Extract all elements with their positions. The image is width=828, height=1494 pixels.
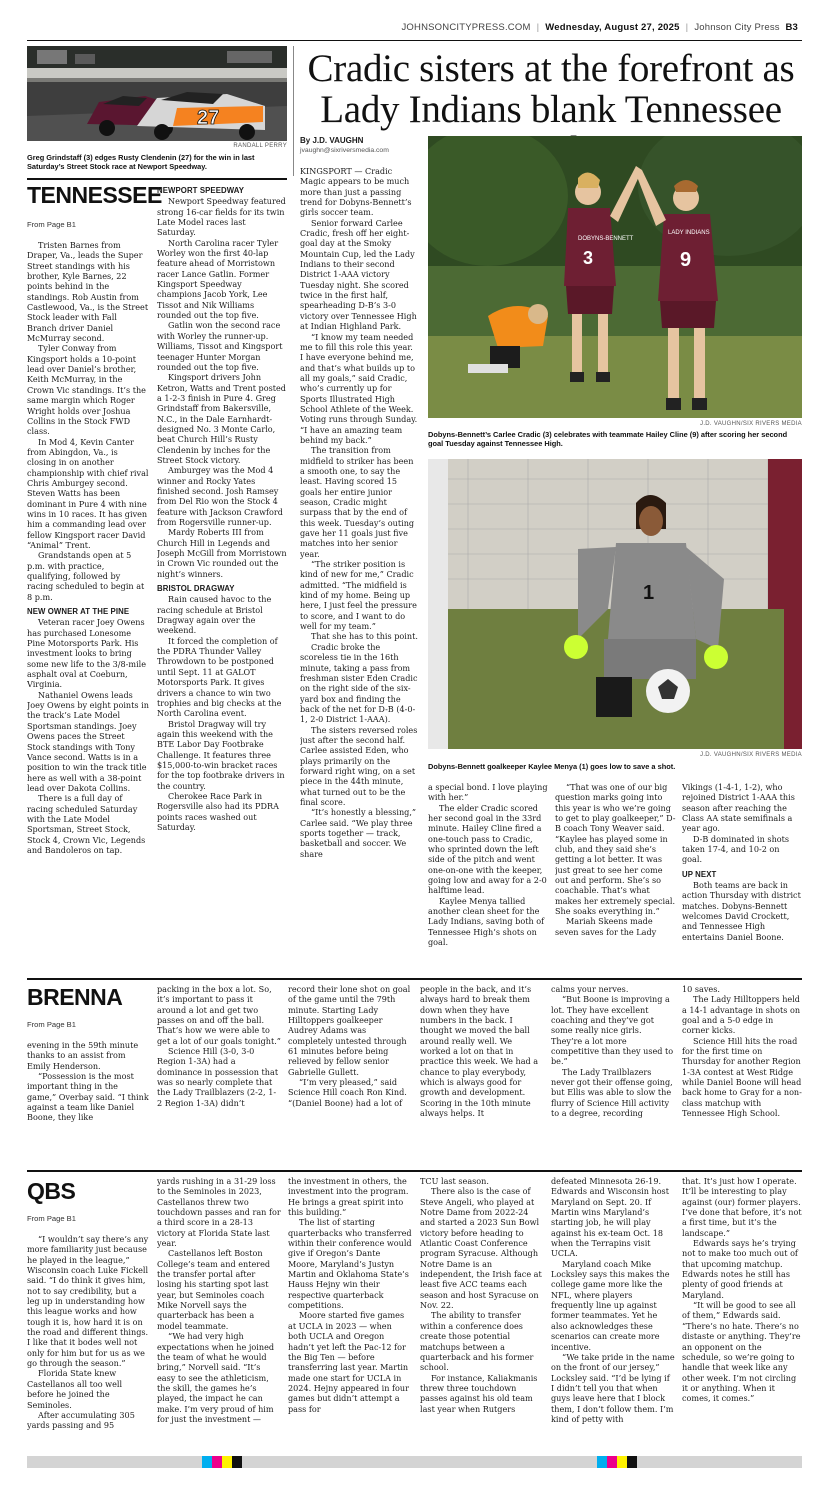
qbs-from-page: From Page B1: [27, 1214, 76, 1223]
qbs-column-5: [551, 1176, 675, 1452]
brenna-column-1: [27, 1040, 149, 1166]
qb-c1-p3: After accumulating 305 yards passing and 95: [27, 1409, 135, 1431]
qb-c5-p1: defeated Minnesota 26-19. Edwards and Wisconsin host Maryland on Sept. 20. If Martin wins Maryland’s starting job, he will play against his ex-team Oct. 18 when the Terrapins visit UCLA.: [551, 1176, 669, 1259]
tn-c1-p5: Veteran racer Joey Owens has purchased Lonesome Pine Motorsports Park. His investment looks to bring some new life to the 3/8-mile asphalt oval at Coeburn, Virginia.: [27, 617, 147, 690]
race-photo-caption: Greg Grindstaff (3) edges Rusty Clendenin (27) for the win in last Saturday’s Street Stock race at Newport Speedway.: [27, 153, 255, 172]
soccer-c1-p1: KINGSPORT — Cradic Magic appears to be much more than just a passing trend for Dobyns-Bennett’s girls soccer team.: [300, 166, 412, 218]
folio-paper: Johnson City Press: [694, 22, 780, 33]
qb-c4-p2: There also is the case of Steve Angeli, who played at Notre Dame from 2022-24 and started a 2023 Sun Bowl victory before heading to Atlantic Coast Conference program Syracuse. Although Notre Dame is an independent, the Irish face at least five ACC teams each season and host Syracuse on Nov. 22.: [420, 1186, 542, 1311]
qbs-column-3: [288, 1176, 412, 1452]
color-swatch-magenta-2: [607, 1456, 617, 1468]
tn-c1-p3: In Mod 4, Kevin Canter from Abingdon, Va., is closing in on another championship with chief rival Chris Amburgey second. Steven Watts has been dominant in Pure 4 with nine wins in 10 races. It has given him a commanding lead over fellow Kingsport racer David “Animal” Trent.: [27, 436, 149, 550]
qbs-column-2: [157, 1176, 281, 1452]
brenna-from-page: From Page B1: [27, 1020, 76, 1029]
soccer-column-1: [300, 166, 418, 966]
qb-c2-p3: “We had very high expectations when he joined the team of what he would bring,” Norvell said. “It’s easy to see the athleticism, the skill, the games he’s played, the impact he can make. I’m very proud of him for just the investment —: [157, 1331, 275, 1424]
qb-c6-p1: that. It’s just how I operate. It’ll be interesting to play against (our) former players. I’ve done that before, it’s not a first time, but it’s the landscape.”: [682, 1176, 802, 1238]
qb-c5-p3: “We take pride in the name on the front of our jersey,” Locksley said. “I’d be lying if I didn’t tell you that when guys leave here that I block them, I don’t follow them. I’m kind of petty with: [551, 1351, 675, 1424]
br-c6-p2: The Lady Hilltoppers held a 14-1 advantage in shots on goal and a 5-0 edge in corner kicks.: [682, 994, 801, 1036]
color-swatch-cyan-2: [597, 1456, 607, 1468]
newport-subhead: NEWPORT SPEEDWAY: [157, 186, 245, 195]
headline-line-2: Lady Indians blank Tennessee: [320, 88, 782, 131]
brenna-column-3: [288, 984, 412, 1166]
qb-c1-p1: “I wouldn’t say there’s any more familiarity just because he played in the league,” Wisconsin coach Luke Fickell said. “I do think it gives him, not to say credibility, but a leg up in understanding how this league works and how tough it is, how hard it is on the road and different things. I like that it bodes well not only for him but for us as we go through the season.”: [27, 1234, 149, 1369]
jersey-b-number: 9: [680, 249, 692, 271]
br-c5-p3: The Lady Trailblazers never got their offense going, but Ellis was able to slow the flurry of Science Hill activity to a degree, recording: [551, 1066, 673, 1119]
soccer-c1-p7: Cradic broke the scoreless tie in the 16th minute, taking a pass from freshman sister Eden Cradic on the right side of the six-yard box and finding the back of the net for D-B (4-0-1, 2-0 District 1-AAA).: [300, 641, 418, 725]
top-rule: [27, 40, 802, 41]
soccer-photo-goalkeeper: [428, 459, 802, 749]
soccer-c2-p2: The elder Cradic scored her second goal in the 33rd minute. Hailey Cline fired a one-touch pass to Cradic, who sprinted down the left side of the pitch and went one-on-one with the keeper, going low and away for a 2-0 halftime lead.: [428, 802, 547, 896]
byline-name: By J.D. VAUGHN: [300, 136, 364, 145]
br-c6-p1: 10 saves.: [682, 984, 720, 994]
br-c2-p2: Science Hill (3-0, 3-0 Region 1-3A) had a dominance in possession that was so nearly complete that the Lady Trailblazers (2-2, 1-2 Region 1-3A) didn’t: [157, 1046, 279, 1108]
tn-c2-p9: Bristol Dragway will try again this weekend with the BTE Labor Day Footbrake Challenge. It features three $15,000-to-win bracket races for the top footbrake drivers in the country.: [157, 718, 285, 791]
photo2-credit: J.D. VAUGHN/SIX RIVERS MEDIA: [700, 752, 802, 758]
br-c1-p2: “Possession is the most important thing in the game,” Overbay said. “I think against a team like Daniel Boone, they like: [27, 1071, 149, 1123]
qb-c6-p2: Edwards says he’s trying not to make too much out of that upcoming matchup. Edwards notes he still has plenty of good friends at Maryland.: [682, 1238, 798, 1300]
soccer-c1-p2: Senior forward Carlee Cradic, fresh off her eight-goal day at the Smoky Mountain Cup, led the Lady Indians to their second District 1-AAA victory Tuesday night. She scored twice in the first half, spearheading D-B’s 3-0 victory over Tennessee High at Indian Highland Park.: [300, 217, 417, 332]
qb-c1-p2: Florida State knew Castellanos all too well before he joined the Seminoles.: [27, 1368, 123, 1410]
tn-c2-p1: Newport Speedway featured strong 16-car fields for its twin Late Model races last Saturday.: [157, 196, 286, 238]
brenna-column-6: [682, 984, 802, 1166]
tn-c2-p7: Rain caused havoc to the racing schedule at Bristol Dragway again over the weekend.: [157, 594, 272, 636]
br-c2-p1: packing in the box a lot. So, it’s important to pass it around a lot and get two passes on and off the ball. That’s how we were able to get a lot of our goals tonight.”: [157, 984, 281, 1046]
qb-c6-p3: “It will be good to see all of them,” Edwards said. “There’s no hate. There’s no distaste or anything. They’re an opponent on the schedule, so we’re going to handle that week like any other week. I’m not circling it or anything. When it comes, it comes.”: [682, 1300, 801, 1404]
qbs-rule: [27, 1170, 802, 1172]
soccer-c4-p3: Both teams are back in action Thursday with district matches. Dobyns-Bennett welcomes David Crockett, and Tennessee High entertains Daniel Boone.: [682, 880, 801, 942]
br-c5-p1: calms your nerves.: [551, 984, 629, 994]
tn-c2-p2: North Carolina racer Tyler Worley won the first 40-lap feature ahead of Morristown racer Lance Gatlin. Former Kingsport Speedway champions Jacob York, Lee Tissot and Nik Williams rounded out the top five.: [157, 237, 279, 321]
qb-c2-p1: yards rushing in a 31-29 loss to the Seminoles in 2023, Castellanos threw two touchdown passes and ran for a third score in a 28-13 victory at Florida State last year.: [157, 1176, 281, 1249]
qb-c4-p3: The ability to transfer within a conference does create those potential matchups between a quarterback and his former school.: [420, 1310, 534, 1373]
tennessee-column-1: [27, 240, 149, 968]
color-swatch-black-2: [627, 1456, 637, 1468]
tennessee-column-2: [157, 186, 287, 968]
brenna-column-4: [420, 984, 544, 1166]
soccer-c4-p1: Vikings (1-4-1, 1-2), who rejoined District 1-AAA this season after reaching the Class AA state semifinals a year ago.: [682, 782, 795, 834]
qb-c3-p1: the investment in others, the investment into the program. He brings a great spirit into this building.”: [288, 1176, 409, 1218]
car-number: 27: [197, 107, 220, 129]
color-swatch-black: [232, 1456, 242, 1468]
soccer-c2-p1: a special bond. I love playing with her.”: [428, 782, 548, 803]
soccer-column-3: [555, 782, 677, 968]
jersey-b-shirt-text: LADY INDIANS: [668, 230, 710, 236]
soccer-c1-p8: The sisters reversed roles just after the second half. Carlee assisted Eden, who plays primarily on the forward right wing, on a set piece in the 44th minute, what turned out to be the final score.: [300, 724, 418, 807]
soccer-c3-p1: “That was one of our big question marks going into this year is who we’re going to get to play goalkeeper,” D-B coach Tony Weaver said. “Kaylee has played some in club, and they said she’s getting a lot better. It was just great to see her come out and perform. She’s so coachable. That’s what makes her extremely special. She soaks everything in.”: [555, 782, 676, 917]
brenna-column-5: [551, 984, 675, 1166]
goalkeeper-jersey-number: 1: [643, 582, 655, 604]
soccer-column-4: [682, 782, 802, 968]
tn-c2-p8: It forced the completion of the PDRA Thunder Valley Throwdown to be postponed until Sept. 11 at GALOT Motorsports Park. It gives drivers a chance to win two trophies and big checks at the North Carolina event.: [157, 635, 282, 719]
column-divider: [293, 46, 294, 176]
soccer-c1-p9: “It’s honestly a blessing,” Carlee said. “We play three sports together — track, basketball and soccer. We share: [300, 807, 417, 859]
tennessee-kicker: TENNESSEE: [27, 182, 162, 208]
tn-c1-p6: Nathaniel Owens leads Joey Owens by eight points in the track’s Late Model Sportsman standings. Joey Owens paces the Street Stock standings with Tony Vance second. Watts is in a position to win the track title here as well with a 38-point lead over Dakota Collins.: [27, 689, 149, 793]
tn-c1-p2: Tyler Conway from Kingsport holds a 10-point lead over Daniel’s brother, Keith McMurray, in the Crown Vic standings. It’s the same margin which Roger Wright holds over Joshua Collins in the Stock FWD class.: [27, 343, 146, 437]
brenna-column-2: [157, 984, 281, 1166]
soccer-c1-p4: The transition from midfield to striker has been a smooth one, to say the least. Having scored 15 goals her entire junior season, Cradic might surpass that by the end of this week. Tuesday’s outing gave her 11 goals just five matches into her senior year.: [300, 445, 415, 559]
soccer-c4-p2: D-B dominated in shots taken 17-4, and 10-2 on goal.: [682, 833, 790, 865]
br-c4-p1: people in the back, and it’s always hard to break them down when they have numbers in the back. I thought we moved the ball around really well. We worked a lot on that in practice this week. We had a chance to play everybody, which is always good for growth and development. Scoring in the 10th minute always helps. It: [420, 984, 539, 1119]
soccer-c1-p6: That she has to this point.: [311, 631, 418, 642]
new-owner-subhead: NEW OWNER AT THE PINE: [27, 607, 130, 617]
folio-line: JOHNSONCITYPRESS.COM | Wednesday, August 27, 2025 | Johnson City Press B3: [401, 22, 798, 33]
tennessee-rule: [27, 178, 287, 180]
qb-c4-p4: For instance, Kaliakmanis threw three touchdown passes against his old team last year when Rutgers: [420, 1372, 538, 1414]
photo1-caption: Dobyns-Bennett’s Carlee Cradic (3) celebrates with teammate Hailey Cline (9) after scoring her second goal Tuesday against Tennessee High.: [428, 430, 788, 449]
tn-c1-p4: Grandstands open at 5 p.m. with practice, qualifying, followed by racing scheduled to begin at 8 p.m.: [27, 550, 145, 602]
soccer-byline: [300, 136, 418, 154]
br-c3-p1: record their lone shot on goal of the game until the 79th minute. Starting Lady Hilltoppers goalkeeper Audrey Adams was completely untested through 61 minutes before being relieved by fellow senior Gabrielle Gullett.: [288, 984, 411, 1077]
color-swatch-cyan: [202, 1456, 212, 1468]
tn-c2-p6: Mardy Roberts III from Church Hill in Legends and Joseph McGill from Morristown in Crown Vic rounded out the night’s winners.: [157, 527, 287, 579]
tn-c2-p3: Gatlin won the second race with Worley the runner-up. Williams, Tissot and Kingsport teenager Hunter Morgan rounded out the top five.: [157, 320, 283, 372]
brenna-rule: [27, 978, 802, 980]
br-c5-p2: “But Boone is improving a lot. They have excellent coaching and they’ve got some really nice girls. They’re a lot more competitive than they used to be.”: [551, 994, 674, 1067]
qbs-column-6: [682, 1176, 802, 1452]
qb-c4-p1: TCU last season.: [420, 1176, 489, 1186]
qb-c5-p2: Maryland coach Mike Locksley says this makes the college game more like the NFL, where players frequently line up against former teammates. Yet he also acknowledges these scenarios can create more incentive.: [551, 1258, 670, 1352]
jersey-a-shirt-text: DOBYNS-BENNETT: [578, 236, 634, 242]
tn-c1-p7: There is a full day of racing scheduled Saturday with the Late Model Sportsman, Street Stock, Stock 4, Crown Vic, Legends and Bandoleros on tap.: [27, 793, 146, 855]
byline-email: jvaughn@sixriversmedia.com: [300, 147, 389, 154]
soccer-column-2: [428, 782, 550, 968]
tn-c2-p10: Cherokee Race Park in Rogersville also had its PDRA points races washed out Saturday.: [157, 790, 279, 832]
print-color-bar: [27, 1456, 802, 1468]
jersey-a-number: 3: [583, 248, 594, 268]
tn-c2-p5: Amburgey was the Mod 4 winner and Rocky Yates finished second. Josh Ramsey from Del Rio won the Stock 4 feature with Jackson Crawford from Rogersville runner-up.: [157, 465, 283, 527]
br-c6-p3: Science Hill hits the road for the first time on Thursday for another Region 1-3A contest at West Ridge while Daniel Boone will head back home to Gray for a non-class matchup with Tennessee High School.: [682, 1035, 802, 1119]
tn-c1-p1: Tristen Barnes from Draper, Va., leads the Super Street standings with his brother, Kyle Barnes, 22 points behind in the standings. Rob Austin from Castlewood, Va., is the Street Stock leader with Fall Branch driver Daniel McMurray second.: [27, 240, 149, 344]
soccer-c1-p5: “The striker position is kind of new for me,” Cradic admitted. “The midfield is kind of my home. Being up here, I just feel the pressure to score, and I want to do well for my team.”: [300, 559, 417, 632]
qb-c3-p2: The list of starting quarterbacks who transferred within their conference would give if Oregon’s Dante Moore, Maryland’s Justyn Martin and Oklahoma State’s Hauss Hejny win their respective quarterback competitions.: [288, 1217, 412, 1311]
tn-c2-p4: Kingsport drivers John Ketron, Watts and Trent posted a 1-2-3 finish in Pure 4. Greg Grindstaff from Bakersville, N.C., in the Dale Earnhardt-designed No. 3 Monte Carlo, beat Church Hill’s Rusty Clendenin by inches for the Street Stock victory.: [157, 372, 286, 465]
qbs-column-1: [27, 1234, 149, 1452]
folio-date: Wednesday, August 27, 2025: [545, 22, 680, 33]
qbs-column-4: [420, 1176, 544, 1452]
qb-c3-p3: Moore started five games at UCLA in 2023 — when both UCLA and Oregon hadn’t yet left the Pac-12 for the Big Ten — before transferring last year. Martin made one start for UCLA in 2024. Hejny appeared in four games but didn’t attempt a pass for: [288, 1310, 409, 1414]
race-cars-illustration: [27, 46, 287, 141]
brenna-kicker: BRENNA: [27, 984, 123, 1010]
up-next-subhead: UP NEXT: [682, 869, 717, 879]
race-photo: [27, 46, 287, 141]
folio-site: JOHNSONCITYPRESS.COM: [401, 22, 531, 33]
headline-line-1: Cradic sisters at the forefront as: [307, 47, 795, 90]
folio-page-number: B3: [785, 22, 798, 33]
color-swatch-magenta: [212, 1456, 222, 1468]
tennessee-from-page: From Page B1: [27, 220, 76, 229]
goalkeeper-illustration: [428, 459, 802, 749]
color-swatch-yellow-2: [617, 1456, 627, 1468]
celebration-illustration: [428, 136, 802, 418]
br-c1-p1: evening in the 59th minute thanks to an assist from Emily Henderson.: [27, 1040, 139, 1071]
br-c3-p2: “I’m very pleased,” said Science Hill coach Ron Kind. “(Daniel Boone) had a lot of: [288, 1077, 407, 1108]
photo1-credit: J.D. VAUGHN/SIX RIVERS MEDIA: [700, 421, 802, 427]
race-photo-credit: RANDALL PERRY: [233, 143, 287, 149]
soccer-photo-celebration: [428, 136, 802, 418]
bristol-subhead: BRISTOL DRAGWAY: [157, 584, 235, 594]
soccer-c1-p3: “I know my team needed me to fill this role this year. I have everyone behind me, and that’s what builds up to all my goals,” said Cradic, who’s currently up for Sports Illustrated High School Athlete of the Week. Voting runs through Sunday. “I have an amazing team behind my back.”: [300, 331, 418, 445]
soccer-c2-p3: Kaylee Menya tallied another clean sheet for the Lady Indians, saving both of Tennessee High’s shots on goal.: [428, 895, 545, 948]
photo2-caption: Dobyns-Bennett goalkeeper Kaylee Menya (1) goes low to save a shot.: [428, 762, 676, 771]
color-swatch-yellow: [222, 1456, 232, 1468]
qb-c2-p2: Castellanos left Boston College’s team and entered the transfer portal after losing his starting spot last year, but Seminoles coach Mike Norvell says the quarterback has been a model teammate.: [157, 1248, 271, 1331]
qbs-kicker: QBS: [27, 1178, 76, 1204]
soccer-c3-p2: Mariah Skeens made seven saves for the Lady: [555, 916, 657, 937]
